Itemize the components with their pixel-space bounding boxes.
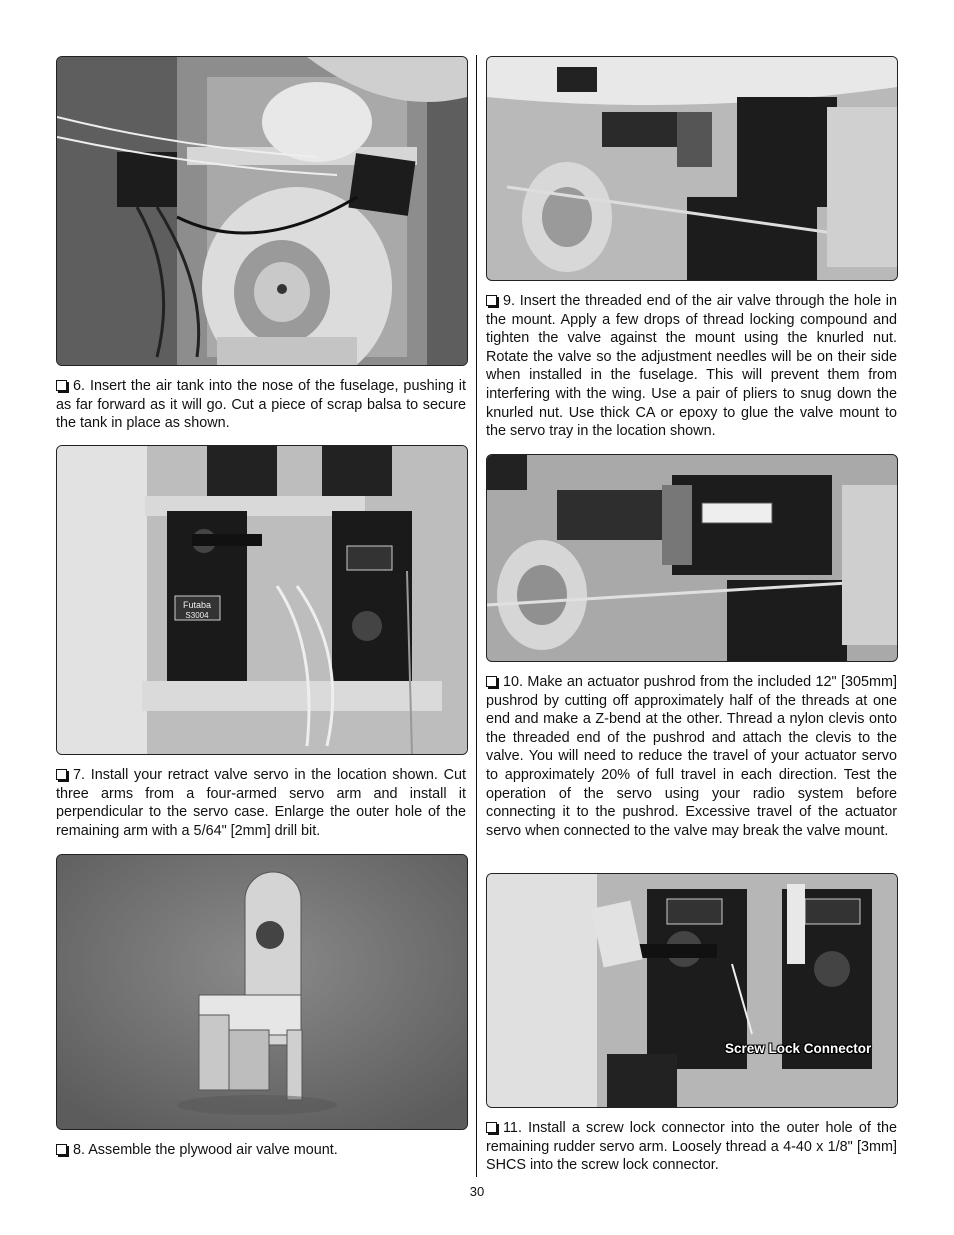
step-6-text: 6. Insert the air tank into the nose of the fuselage, pushing it as far forward as it will go. Cut a piece of scrap balsa to secure the tank in place as shown. [56, 378, 466, 432]
step-8-text: 8. Assemble the plywood air valve mount. [56, 1141, 466, 1160]
screw-lock-connector-callout: Screw Lock Connector [725, 1041, 872, 1056]
servo-brand-label: Futaba [182, 600, 212, 610]
checkbox-icon[interactable] [486, 295, 497, 306]
photo-actuator-pushrod [486, 454, 898, 662]
step-10-text: 10. Make an actuator pushrod from the included 12" [305mm] pushrod by cutting off approximately half of the threads at one end and make a Z-bend at the other. Thread a nylon clevis onto the threaded end of the pushrod and attach the clevis to the valve. You will need to reduce the travel of your actuator servo to approximately 20% of full travel in each direction. Test the operation of the servo using your radio system before connecting it to the pushrod. Excessive travel of the actuator servo when connected to the valve may break the valve mount. [486, 674, 897, 839]
checkbox-icon[interactable] [486, 1122, 497, 1133]
checkbox-icon[interactable] [56, 1144, 67, 1155]
column-divider [476, 55, 477, 1177]
checkbox-icon[interactable] [56, 380, 67, 391]
servo-model-label: S3004 [185, 611, 209, 620]
photo-air-tank [56, 56, 468, 366]
step-9-text: 9. Insert the threaded end of the air valve through the hole in the mount. Apply a few drops of thread locking compound and tighten the valve against the mount using the knurled nut. Rotate the valve so the adjustment needles will be on their side when installed in the fuselage. This will prevent them from interfering with the wing. Use a pair of pliers to snug down the knurled nut. Use thick CA or epoxy to glue the valve mount to the servo tray in the location shown. [486, 293, 897, 440]
checkbox-icon[interactable] [486, 676, 497, 687]
step-11-text: 11. Install a screw lock connector into the outer hole of the remaining rudder servo arm. Loosely thread a 4-40 x 1/8" [3mm] SHCS into the screw lock connector. [486, 1120, 897, 1174]
photo-retract-servo [56, 445, 468, 755]
step-7-text: 7. Install your retract valve servo in the location shown. Cut three arms from a four-armed servo arm and install it perpendicular to the servo case. Enlarge the outer hole of the remaining arm with a 5/64" [2mm] drill bit. [56, 767, 466, 839]
photo-valve-mount [56, 854, 468, 1130]
page-number: 30 [469, 1184, 485, 1199]
photo-screw-lock-connector [486, 873, 898, 1108]
checkbox-icon[interactable] [56, 769, 67, 780]
photo-air-valve-installed [486, 56, 898, 281]
